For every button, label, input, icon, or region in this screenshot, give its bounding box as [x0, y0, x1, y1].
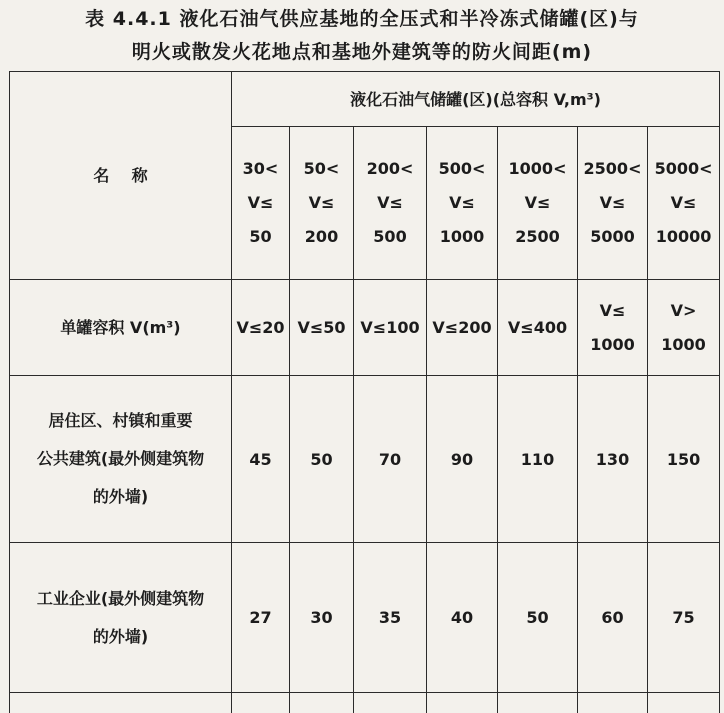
fire-distance-table: [9, 71, 720, 713]
table-cell: 90: [427, 376, 498, 543]
group-header: 液化石油气储罐(区)(总容积 V,m³): [232, 72, 720, 127]
table-cell: 40: [427, 543, 498, 693]
table-cell: [290, 280, 354, 376]
col-op: V≤: [670, 193, 697, 212]
col-high: 200: [304, 227, 339, 246]
table-cell: 60: [578, 543, 648, 693]
table-cell: 110: [498, 376, 578, 543]
cell-line: V≤50: [297, 318, 346, 337]
cell-line: V≤200: [432, 318, 492, 337]
row-label-line: 单罐容积 V(m³): [60, 318, 181, 337]
table-cell-empty: [232, 693, 290, 713]
row-label: [10, 543, 232, 693]
col-op: V≤: [449, 193, 475, 212]
row-label-line: 的外墙): [92, 487, 149, 506]
cell-line: V≤100: [360, 318, 420, 337]
row-label-line: 居住区、村镇和重要: [48, 411, 193, 430]
col-op: V≤: [247, 193, 274, 212]
col-low: 1000<: [508, 159, 567, 178]
col-low: 30<: [242, 159, 279, 178]
column-header: [232, 127, 290, 280]
col-op: V≤: [377, 193, 403, 212]
col-op: V≤: [599, 193, 626, 212]
cell-line: V≤400: [507, 318, 568, 337]
table-cell: 30: [290, 543, 354, 693]
column-header: [498, 127, 578, 280]
name-header: 名 称: [93, 166, 148, 185]
table-title-line1: 表 4.4.1 液化石油气供应基地的全压式和半冷冻式储罐(区)与: [85, 8, 639, 30]
cell-line: V>: [670, 300, 697, 320]
row-label-line: 公共建筑(最外侧建筑物: [36, 449, 205, 468]
table-cell: [354, 280, 427, 376]
col-op: V≤: [524, 193, 551, 212]
table-cell: 75: [648, 543, 720, 693]
cell-line: 1000: [590, 334, 635, 354]
column-header: [578, 127, 648, 280]
table-cell: [498, 280, 578, 376]
cell-line: V≤: [599, 300, 626, 320]
col-low: 5000<: [654, 159, 713, 178]
col-op: V≤: [308, 193, 335, 212]
row-label: [10, 280, 232, 376]
table-cell-empty: [10, 693, 232, 713]
table-cell-empty: [354, 693, 427, 713]
col-low: 200<: [366, 159, 414, 178]
table-row-single-tank: [10, 280, 720, 376]
table-cell: [578, 280, 648, 376]
col-low: 2500<: [583, 159, 642, 178]
table-cell-empty: [290, 693, 354, 713]
row-label-line: 的外墙): [92, 626, 149, 646]
table-cell-empty: [427, 693, 498, 713]
table-cell-empty: [648, 693, 720, 713]
col-high: 2500: [515, 227, 560, 246]
table-title-line2: 明火或散发火花地点和基地外建筑等的防火间距(m): [131, 41, 593, 63]
table-row-industrial: [10, 543, 720, 693]
cell-line: 1000: [661, 334, 706, 354]
row-label-line: 工业企业(最外侧建筑物: [36, 588, 205, 608]
table-cell-empty: [498, 693, 578, 713]
col-high: 10000: [655, 227, 712, 246]
table-cell: 35: [354, 543, 427, 693]
table-cell: 50: [290, 376, 354, 543]
row-label: [10, 376, 232, 543]
column-header: [427, 127, 498, 280]
table-cell: 150: [648, 376, 720, 543]
table-cell: [648, 280, 720, 376]
col-high: 1000: [439, 227, 485, 246]
table-cell: 130: [578, 376, 648, 543]
table-row-cutoff: [10, 693, 720, 713]
table-cell-empty: [578, 693, 648, 713]
col-low: 500<: [438, 159, 486, 178]
name-header-cell: [10, 72, 232, 280]
col-high: 500: [373, 227, 407, 246]
table-cell: 50: [498, 543, 578, 693]
table-cell: [427, 280, 498, 376]
table-cell: 70: [354, 376, 427, 543]
column-header: [648, 127, 720, 280]
column-header: [290, 127, 354, 280]
table-cell: 27: [232, 543, 290, 693]
table-row-residential: [10, 376, 720, 543]
col-high: 50: [249, 227, 272, 246]
table-cell: [232, 280, 290, 376]
table-cell: 45: [232, 376, 290, 543]
cell-line: V≤20: [236, 318, 285, 337]
col-low: 50<: [303, 159, 340, 178]
column-header: [354, 127, 427, 280]
col-high: 5000: [590, 227, 635, 246]
